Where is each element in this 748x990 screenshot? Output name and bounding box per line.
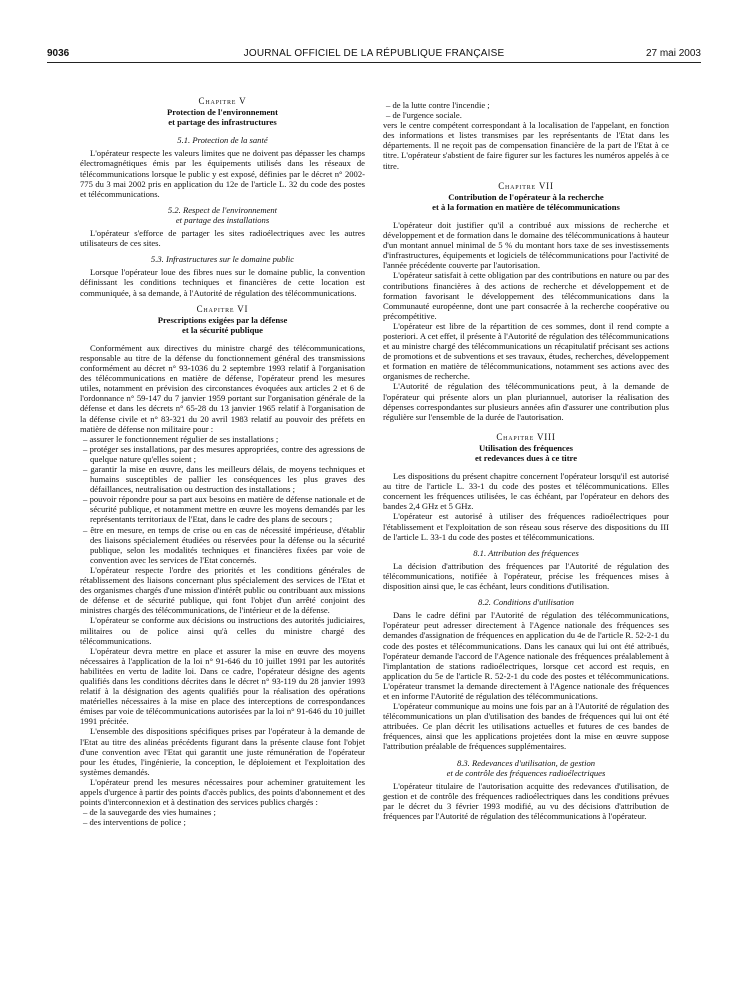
list-item: – pouvoir répondre pour sa part aux besoins en matière de défense nationale et de sécurité publique, et notamment mettre en œuvre les moyens demandés par les représentants territoriaux de l'Etat, dans le cadre des plans de secours ; <box>80 494 365 524</box>
paragraph: L'opérateur satisfait à cette obligation par des contributions en nature ou par des contributions financières à des actions de recherche et développement et de formation favorisant le développement des télécommunications dans la Communauté européenne, dont une part consacrée à la recherche coopérative ou précompétitive. <box>383 270 669 321</box>
section-8-2-heading: 8.2. Conditions d'utilisation <box>478 597 574 608</box>
list-item: – être en mesure, en temps de crise ou en cas de nécessité impérieuse, d'établir des liaisons spécialement étudiées ou réservées pour la défense ou la sécurité publique, selon les modalités techniques et financières fixées par voie de convention avec les services de l'Etat concernés. <box>80 525 365 565</box>
chapter-v-title-line-1: Protection de l'environnement <box>167 107 278 118</box>
paragraph: Les dispositions du présent chapitre concernent l'opérateur lorsqu'il est autorisé au titre de l'article L. 33-1 du code des postes et télécommunications. Elles concernent les fréquences utilisées, le cas échéant, par l'opérateur en dehors des bandes 2,4 GHz et 5 GHz. <box>383 471 669 512</box>
chapter-vi-title-line-1: Prescriptions exigées par la défense <box>157 314 288 325</box>
paragraph: L'opérateur respecte l'ordre des priorités et les conditions générales de rétablissement des liaisons concernant plus spécialement des services de l'Etat et des organismes chargés d'une mission d'intérêt public ou contribuant aux missions de défense et de sécurité publique, qui font l'objet d'un arrêté conjoint des ministres chargés des télécommunications, de l'intérieur et de la défense. <box>80 564 365 616</box>
paragraph: L'opérateur se conforme aux décisions ou instructions des autorités judiciaires, militaires ou de police ainsi qu'à celles du ministre chargé des télécommunications. <box>80 615 365 646</box>
paragraph: L'Autorité de régulation des télécommunications peut, à la demande de l'opérateur qui présente alors un plan pluriannuel, autoriser la réalisation des dépenses correspondantes sur plusieurs années afin d'assurer une contribution plus régulière sur l'ensemble de la durée de l'autorisation. <box>383 381 669 422</box>
paragraph: Lorsque l'opérateur loue des fibres nues sur le domaine public, la convention définissant les conditions techniques et financières de cette location est communiquée, à sa demande, à l'Autorité de régulation des télécommunications. <box>80 267 365 298</box>
paragraph: L'opérateur prend les mesures nécessaires pour acheminer gratuitement les appels d'urgence à partir des points d'accès publics, des points d'abonnement et des points d'interconnexion et à destination des services publics chargés : <box>80 776 365 808</box>
chapter-vi-label: Chapitre VI <box>196 303 249 314</box>
emergency-services-list <box>80 807 365 827</box>
chapter-v-title <box>80 107 365 127</box>
chapter-viii-title-line-1: Utilisation des fréquences <box>478 442 574 453</box>
chapter-viii-title <box>383 443 669 463</box>
header-rule <box>47 62 701 63</box>
section-5-2-line-1: 5.2. Respect de l'environnement <box>167 204 278 215</box>
chapter-vii-title-line-1: Contribution de l'opérateur à la recherche <box>448 191 604 202</box>
section-8-1-heading: 8.1. Attribution des fréquences <box>473 547 579 558</box>
section-8-3-line-2: et de contrôle des fréquences radioélectriques <box>446 767 606 778</box>
chapter-vii-label: Chapitre VII <box>498 180 554 191</box>
paragraph: L'opérateur est libre de la répartition de ces sommes, dont il rend compte a posteriori. A cet effet, il présente à l'Autorité de régulation des télécommunications et au ministre chargé des télécommunications un récapitulatif précisant ses actions de promotions et de subventions et ses travaux, études, recherches, développement et formation en matière de télécommunications, notamment ses actions avec des organismes de recherche. <box>383 320 669 382</box>
paragraph: L'opérateur titulaire de l'autorisation acquitte des redevances d'utilisation, de gestion et de contrôle des fréquences radioélectriques dans les conditions prévues par le décret du 3 février 1993 modifié, au vu des décisions d'attribution de fréquences par l'Autorité de régulation des télécommunications à l'opérateur. <box>383 780 669 821</box>
paragraph: La décision d'attribution des fréquences par l'Autorité de régulation des télécommunications, notifiée à l'opérateur, précise les fréquences mises à disposition ainsi que, le cas échéant, leurs conditions d'utilisation. <box>383 560 669 592</box>
section-8-3-heading <box>383 758 669 778</box>
chapter-vii-title <box>383 192 669 212</box>
paragraph: Dans le cadre défini par l'Autorité de régulation des télécommunications, l'opérateur peut adresser directement à l'Agence nationale des fréquences ses demandes d'assignation de fréquences en application du 4e de l'article R. 52-2-1 du code des postes et télécommunications. Dans les canaux qui lui ont été attribués, l'opérateur demande l'accord de l'Agence nationale des fréquences préalablement à l'implantation de stations radioélectriques, lorsque cet accord est requis, en application du 5e de l'article R. 52-2-1 du code des postes et télécommunications. L'opérateur transmet la demande directement à l'Agence nationale des fréquences et en informe l'Autorité de régulation des télécommunications. <box>383 610 669 701</box>
defense-measures-list <box>80 434 365 565</box>
emergency-services-list-continued <box>383 100 669 120</box>
section-5-2-heading <box>80 205 365 225</box>
paragraph: L'opérateur communique au moins une fois par an à l'Autorité de régulation des télécommunications un plan d'utilisation des bandes de fréquences qui lui ont été attribuées. Ce plan décrit les utilisations actuelles et futures de ces bandes de fréquences, ainsi que les applications projetées dont la mise en œuvre suppose l'attribution préalable de fréquences supplémentaires. <box>383 701 669 752</box>
chapter-viii-title-line-2: et redevances dues à ce titre <box>474 453 578 463</box>
right-column <box>383 100 669 821</box>
left-column <box>80 96 365 827</box>
page-number: 9036 <box>47 48 70 59</box>
paragraph: L'opérateur s'efforce de partager les sites radioélectriques avec les autres utilisateurs de ces sites. <box>80 228 365 249</box>
paragraph: vers le centre compétent correspondant à la localisation de l'appelant, en fonction des informations et listes transmises par les représentants de l'Etat dans les départements. Il ne reçoit pas de compensation financière de la part de l'Etat à ce titre. L'opérateur s'abstient de faire figurer sur les factures les numéros appelés à ce titre. <box>383 120 669 171</box>
paragraph: L'opérateur est autorisé à utiliser des fréquences radioélectriques pour l'établissement et l'exploitation de son réseau sous réserve des dispositions du III de l'article L. 33-1 du code des postes et télécommunications. <box>383 511 669 542</box>
chapter-v-label: Chapitre V <box>198 96 247 106</box>
paragraph: L'ensemble des dispositions spécifiques prises par l'opérateur à la demande de l'Etat au titre des alinéas précédents figurant dans la présente clause font l'objet d'une convention avec l'Etat qui garantit une juste rémunération de l'opérateur pour les études, l'ingénierie, la conception, le déploiement et l'exploitation des systèmes demandés. <box>80 726 365 777</box>
chapter-v-title-line-2: et partage des infrastructures <box>168 117 277 128</box>
section-5-1-heading: 5.1. Protection de la santé <box>177 135 268 146</box>
paragraph: L'opérateur devra mettre en place et assurer la mise en œuvre des moyens nécessaires à l'application de la loi n° 91-646 du 10 juillet 1991 par les autorités habilitées en vertu de ladite loi. Dans ce cadre, l'opérateur désigne des agents qualifiés dans les conditions décrites dans le décret n° 93-119 du 28 janvier 1993 relatif à la désignation des agents qualifiés pour la réalisation des opérations matérielles nécessaires à la mise en place des interceptions de correspondances émises par voie de télécommunications autorisées par la loi n° 91-646 du 10 juillet 1991 précitée. <box>80 645 365 727</box>
chapter-vii-title-line-2: et à la formation en matière de télécommunications <box>432 201 620 212</box>
list-item: – de la sauvegarde des vies humaines ; <box>80 807 365 817</box>
list-item: – garantir la mise en œuvre, dans les meilleurs délais, de moyens techniques et humains susceptibles de pallier les conséquences les plus graves des défaillances, neutralisation ou destruction des installations ; <box>80 464 365 494</box>
list-item: – de la lutte contre l'incendie ; <box>383 100 669 110</box>
paragraph: L'opérateur respecte les valeurs limites que ne doivent pas dépasser les champs électromagnétiques émis par les équipements utilisés dans les réseaux de télécommunications lorsque le public y est exposé, définies par le décret n° 2002-775 du 3 mai 2002 pris en application du 12e de l'article L. 32 du code des postes et télécommunications. <box>80 148 365 199</box>
chapter-viii-label: Chapitre VIII <box>496 431 556 442</box>
page-header <box>47 46 701 62</box>
section-8-3-line-1: 8.3. Redevances d'utilisation, de gestion <box>456 757 596 768</box>
paragraph: Conformément aux directives du ministre chargé des télécommunications, responsable au titre de la défense du fonctionnement général des transmissions conformément au décret n° 93-1036 du 2 septembre 1993 relatif à l'organisation des télécommunications en matière de défense, l'opérateur prend les mesures utiles, notamment en prévision des circonstances évoquées aux articles 2 et 6 de l'ordonnance n° 59-147 du 7 janvier 1959 portant sur l'organisation générale de la défense et dans les décrets n° 65-28 du 13 janvier 1965 relatif à l'organisation de la défense civile et n° 83-321 du 20 avril 1983 relatif au pouvoir des préfets en matière de défense non militaire pour : <box>80 342 365 434</box>
journal-title: JOURNAL OFFICIEL DE LA RÉPUBLIQUE FRANÇAISE <box>243 48 505 59</box>
list-item: – assurer le fonctionnement régulier de ses installations ; <box>80 434 365 444</box>
list-item: – de l'urgence sociale. <box>383 110 669 120</box>
list-item: – des interventions de police ; <box>80 817 365 827</box>
paragraph: L'opérateur doit justifier qu'il a contribué aux missions de recherche et développement et de formation dans le domaine des télécommunications à hauteur d'un montant annuel minimal de 5 % du montant hors taxe de ses investissements d'infrastructures, équipements et logiciels de télécommunications pour l'activité de l'année précédente couverte par l'autorisation. <box>383 219 669 271</box>
chapter-vi-title <box>80 315 365 335</box>
chapter-vi-title-line-2: et la sécurité publique <box>182 324 263 335</box>
section-5-2-line-2: et partage des installations <box>175 214 270 225</box>
list-item: – protéger ses installations, par des mesures appropriées, contre des agressions de quelque nature qu'elles soient ; <box>80 444 365 464</box>
section-5-3-heading: 5.3. Infrastructures sur le domaine public <box>150 254 295 265</box>
publication-date: 27 mai 2003 <box>645 48 701 59</box>
